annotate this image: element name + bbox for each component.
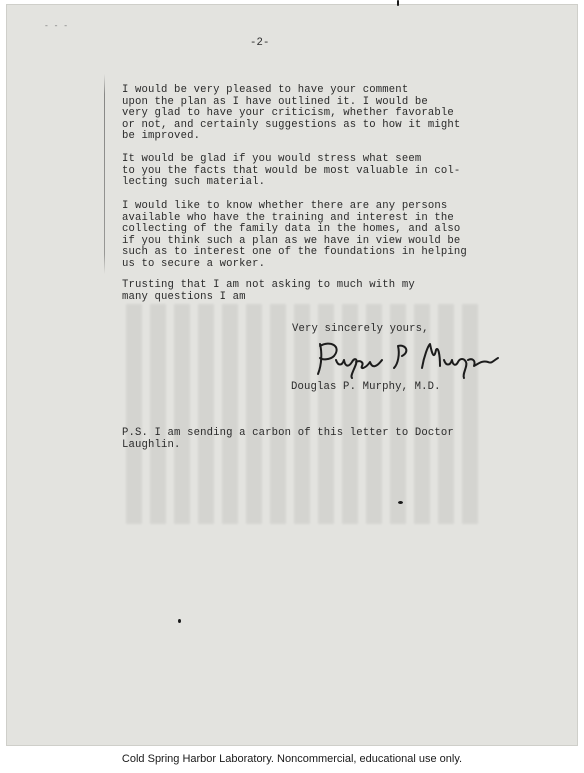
letter-page (6, 4, 578, 746)
margin-pencil-line (104, 74, 105, 274)
closing-line: Very sincerely yours, (292, 323, 429, 335)
signer-name: Douglas P. Murphy, M.D. (291, 381, 441, 393)
paragraph-1: I would be very pleased to have your comment upon the plan as I have outlined it. I would be very glad to have your criticism, whether favorable or not, and certainly suggestions as to how it might be improved. (122, 84, 461, 143)
page-number: -2- (250, 37, 270, 49)
handwritten-signature (312, 338, 502, 380)
postscript: P.S. I am sending a carbon of this letter to Doctor Laughlin. (122, 427, 454, 451)
ink-speck (178, 619, 181, 623)
paragraph-3: I would like to know whether there are any persons available who have the training and interest in the collecting of the family data in the homes, and also if you think such a plan as we have in view would be such as to interest one of the foundations in helping us to secure a worker. (122, 200, 467, 270)
ink-speck (397, 0, 399, 6)
ink-speck (398, 501, 403, 504)
paragraph-4: Trusting that I am not asking to much with my many questions I am (122, 279, 415, 303)
show-through-bleed (126, 304, 486, 524)
paragraph-2: It would be glad if you would stress what seem to you the facts that would be most valuable in col- lecting such material. (122, 153, 461, 189)
corner-mark: - - - (44, 22, 69, 31)
credit-footer: Cold Spring Harbor Laboratory. Noncommercial, educational use only. (121, 753, 463, 765)
